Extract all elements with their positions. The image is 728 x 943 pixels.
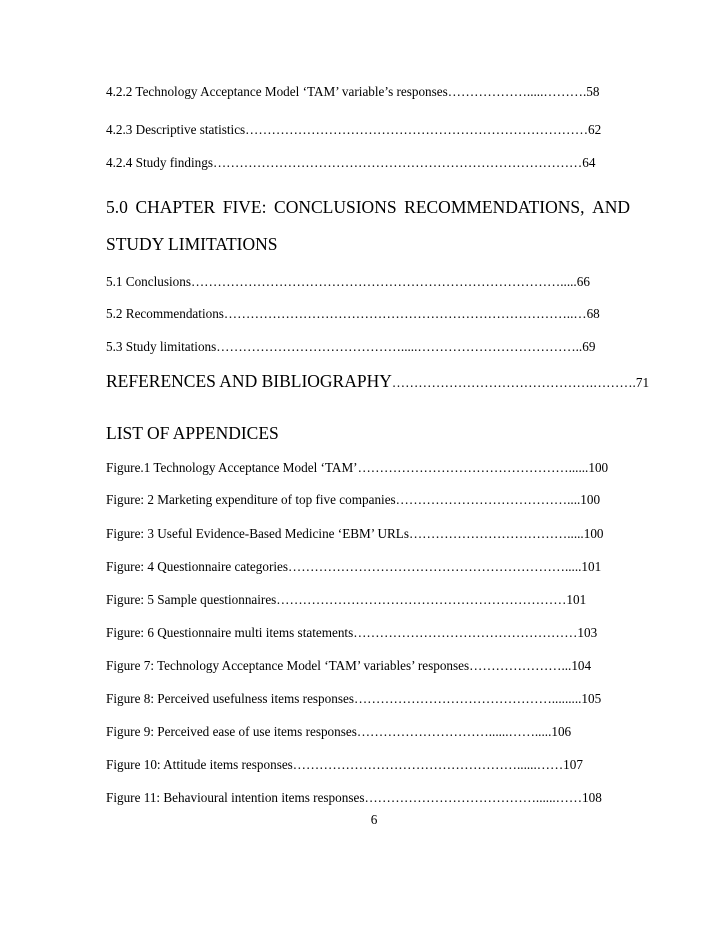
chapter-five-word: FIVE:: [222, 197, 267, 217]
appendix-entry: Figure: 3 Useful Evidence-Based Medicine ‘EBM’ URLs……………………………….....100: [106, 526, 604, 541]
page-number: 6: [370, 812, 378, 827]
references-page: 71: [635, 375, 650, 390]
appendix-entry: Figure 9: Perceived ease of use items responses…………………………......…….....106: [106, 724, 572, 739]
appendices-heading: LIST OF APPENDICES: [106, 423, 279, 443]
references-entry: [106, 370, 649, 394]
chapter-five-word: 5.0: [106, 197, 128, 217]
appendix-entry: Figure 8: Perceived usefulness items responses……………………………………….........105: [106, 691, 602, 706]
toc-entry-4-2-4: 4.2.4 Study findings…………………………………………………………………………64: [106, 155, 596, 170]
appendix-entry: Figure 7: Technology Acceptance Model ‘TAM’ variables’ responses…………………...104: [106, 658, 592, 673]
chapter-five-word: AND: [592, 197, 630, 217]
appendix-entry: Figure: 6 Questionnaire multi items statements……………………………………………103: [106, 625, 598, 640]
appendix-entry: Figure: 5 Sample questionnaires…………………………………………………………101: [106, 592, 587, 607]
chapter-five-heading-line1: [106, 196, 630, 218]
appendix-entry: Figure 11: Behavioural intention items responses…………………………………......……108: [106, 790, 602, 805]
toc-entry-5-2: 5.2 Recommendations……………………………………………………………………..…68: [106, 306, 600, 321]
appendix-entry: Figure.1 Technology Acceptance Model ‘TAM’…………………………………………......100: [106, 460, 609, 475]
toc-entry-4-2-2: 4.2.2 Technology Acceptance Model ‘TAM’ variable’s responses……………….....……….58: [106, 84, 600, 99]
toc-entry-4-2-3: 4.2.3 Descriptive statistics……………………………………………………………………62: [106, 122, 602, 137]
toc-entry-5-3: 5.3 Study limitations…………………………………….....………………………………..69: [106, 339, 596, 354]
references-heading: REFERENCES AND BIBLIOGRAPHY: [106, 371, 392, 391]
appendix-entry: Figure: 2 Marketing expenditure of top five companies…………………………………....100: [106, 492, 601, 507]
references-leader: ……………………………………….……….: [391, 375, 636, 390]
chapter-five-word: CHAPTER: [135, 197, 216, 217]
appendix-entry: Figure: 4 Questionnaire categories……………………………………………………….....101: [106, 559, 602, 574]
chapter-five-word: RECOMMENDATIONS,: [404, 197, 585, 217]
chapter-five-heading-line2: STUDY LIMITATIONS: [106, 234, 278, 254]
appendix-entry: Figure 10: Attitude items responses……………………………………………......……107: [106, 757, 583, 772]
toc-entry-5-1: 5.1 Conclusions………………………………………………………………………….....66: [106, 274, 590, 289]
chapter-five-word: CONCLUSIONS: [274, 197, 397, 217]
